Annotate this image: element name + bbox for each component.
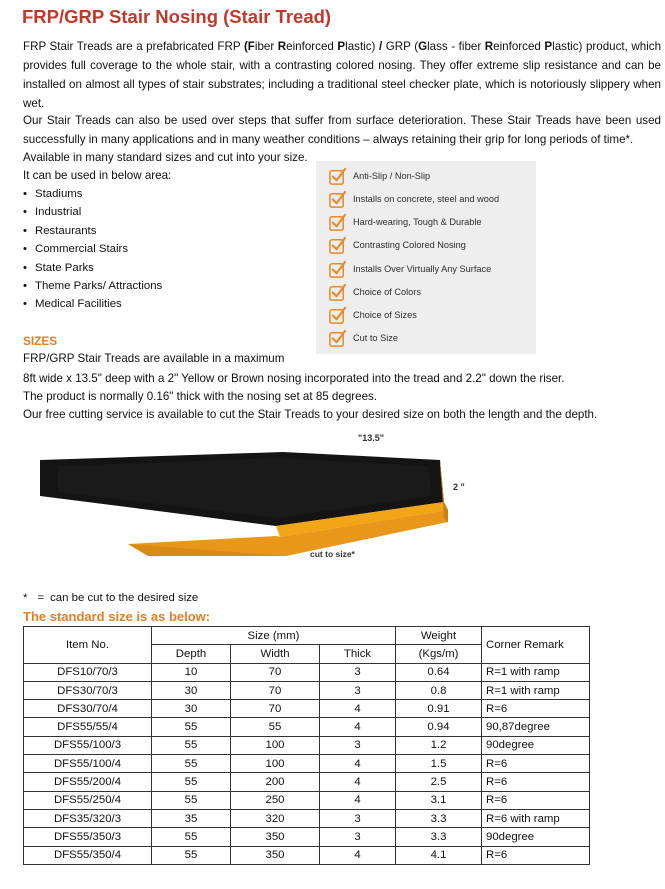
table-row: DFS10/70/3 10 70 3 0.64 R=1 with ramp [24,663,590,681]
table-row: DFS55/100/3 55 100 3 1.2 90degree [24,736,590,754]
intro-paragraph-1: FRP Stair Treads are a prefabricated FRP (Fiber Reinforced Plastic) / GRP (Glass - fiber Reinforced Plastic) product, which provides full coverage to the whole stair, with a contrasting colored nosing. They offer extreme slip resistance and can be installed on almost all types of stair substrates; including a traditional steel checker plate, which is notoriously slippery when wet. [23,40,662,110]
header-width: Width [231,645,320,663]
header-thick: Thick [320,645,396,663]
stair-tread-illustration [28,426,478,578]
checkbox-check-icon [328,329,347,348]
checkbox-check-icon [328,190,347,209]
intro-paragraph-2: Our Stair Treads can also be used over steps that suffer from surface deterioration. These Stair Treads have been used successfully in many applications and in many weather conditions – always retaining their grip for long periods of time*. [23,114,661,146]
table-row: DFS30/70/3 30 70 3 0.8 R=1 with ramp [24,681,590,699]
list-item: • Commercial Stairs [23,243,129,256]
list-item: • Theme Parks/ Attractions [23,280,163,293]
table-row: DFS55/55/4 55 55 4 0.94 90,87degree [24,718,590,736]
header-weight-unit: (Kgs/m) [396,645,482,663]
sizes-line-2: 8ft wide x 13.5" deep with a 2" Yellow or Brown nosing incorporated into the tread and 2.2" down the riser. [23,372,565,385]
features-panel [316,161,536,354]
table-header-row [24,627,590,645]
sizes-line-4: Our free cutting service is available to cut the Stair Treads to your desired size on both the length and the depth. [23,408,598,421]
table-row: DFS55/250/4 55 250 4 3.1 R=6 [24,791,590,809]
table-row: DFS55/350/4 55 350 4 4.1 R=6 [24,846,590,864]
header-depth: Depth [152,645,231,663]
header-weight: Weight [396,627,482,645]
availability-line: Available in many standard sizes and cut into your size. [23,151,308,164]
footnote: * = can be cut to the desired size [23,592,199,604]
table-row: DFS55/350/3 55 350 3 3.3 90degree [24,828,590,846]
sizes-heading: SIZES [23,334,58,348]
area-list [23,185,162,314]
spec-table [23,626,590,865]
list-item: • Medical Facilities [23,298,122,311]
list-item: • Industrial [23,206,82,219]
table-row: DFS30/70/4 30 70 4 0.91 R=6 [24,700,590,718]
checkbox-check-icon [328,260,347,279]
header-remark: Corner Remark [482,627,590,664]
feature-item: Installs Over Virtually Any Surface [328,259,491,279]
checkbox-check-icon [328,283,347,302]
standard-size-heading: The standard size is as below: [23,609,211,624]
usage-intro-line: It can be used in below area: [23,169,172,182]
feature-item: Hard-wearing, Tough & Durable [328,212,482,232]
checkbox-check-icon [328,306,347,325]
page-title: FRP/GRP Stair Nosing (Stair Tread) [22,6,332,27]
table-row: DFS35/320/3 35 320 3 3.3 R=6 with ramp [24,809,590,827]
sizes-line-3: The product is normally 0.16" thick with the nosing set at 85 degrees. [23,390,378,403]
table-row: DFS55/100/4 55 100 4 1.5 R=6 [24,755,590,773]
header-item: Item No. [24,627,152,664]
header-size: Size (mm) [152,627,396,645]
feature-item: Installs on concrete, steel and wood [328,189,499,209]
checkbox-check-icon [328,236,347,255]
feature-item: Contrasting Colored Nosing [328,235,466,255]
cut-label: cut to size* [310,549,355,559]
feature-item: Cut to Size [328,328,398,348]
height-label: 2 " [453,482,465,492]
checkbox-check-icon [328,213,347,232]
list-item: • Restaurants [23,224,97,237]
list-item: • Stadiums [23,188,83,200]
depth-label: "13.5" [358,433,385,443]
table-row: DFS55/200/4 55 200 4 2.5 R=6 [24,773,590,791]
sizes-line-1: FRP/GRP Stair Treads are available in a maximum [23,352,285,365]
stair-tread-diagram [28,426,478,578]
list-item: • State Parks [23,261,94,274]
feature-item: Choice of Colors [328,282,421,302]
feature-item: Choice of Sizes [328,305,417,325]
feature-item: Anti-Slip / Non-Slip [328,166,430,186]
checkbox-check-icon [328,167,347,186]
